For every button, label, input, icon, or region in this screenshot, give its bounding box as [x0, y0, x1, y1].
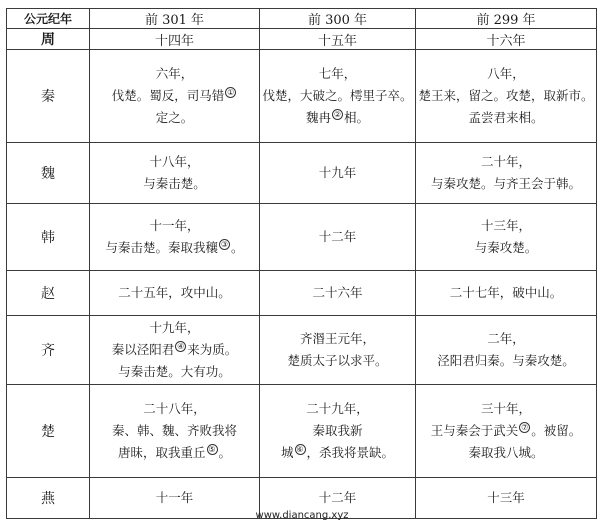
- footnote-marker: ②: [333, 109, 342, 119]
- wei-299: 二十年， 与秦攻楚。与齐王会于韩。: [416, 143, 597, 204]
- header-year-301: 前 301 年: [90, 9, 260, 29]
- watermark-text: www.diancang.xyz: [255, 510, 349, 521]
- header-year-299: 前 299 年: [416, 9, 597, 29]
- header-era: 公元纪年: [7, 9, 90, 29]
- row-qi: [7, 316, 597, 385]
- wei-301: 十八年， 与秦击楚。: [90, 143, 260, 204]
- chu-301: 二十八年， 秦、韩、魏、齐败我将 唐昧，取我重丘 ⑤ 。: [90, 385, 260, 478]
- state-zhou: 周: [7, 29, 90, 50]
- row-han: [7, 204, 597, 271]
- zhou-301: 十四年: [90, 29, 260, 50]
- yan-301: 十一年: [90, 478, 260, 519]
- chu-299: 三十年， 王与秦会于武关 ⑦ 。被留。 秦取我八城。: [416, 385, 597, 478]
- qi-300: 齐湣王元年， 楚质太子以求平。: [260, 316, 416, 385]
- chu-300: 二十九年， 秦取我新 城 ⑥ ，杀我将景缺。: [260, 385, 416, 478]
- footnote-marker: ①: [227, 87, 235, 97]
- state-zhao: 赵: [7, 271, 90, 316]
- zhou-299: 十六年: [416, 29, 597, 50]
- row-chu: [7, 385, 597, 478]
- qin-300: 七年， 伐楚，大破之。樗里子卒。 魏冉 ② 相。: [260, 50, 416, 143]
- han-299: 十三年， 与秦攻楚。: [416, 204, 597, 271]
- footnote-marker: ⑥: [296, 444, 304, 454]
- qin-299: 八年， 楚王来，留之。攻楚，取新市。 孟尝君来相。: [416, 50, 597, 143]
- row-zhou: [7, 29, 597, 50]
- state-chu: 楚: [7, 385, 90, 478]
- row-zhao: [7, 271, 597, 316]
- header-year-300: 前 300 年: [260, 9, 416, 29]
- yan-300: 十二年: [260, 478, 416, 519]
- header-row: [7, 9, 597, 29]
- footnote-marker: ④: [177, 341, 185, 351]
- chronology-table-wrapper: [6, 8, 596, 519]
- state-han: 韩: [7, 204, 90, 271]
- footnote-marker: ③: [220, 239, 229, 249]
- han-301: 十一年， 与秦击楚。秦取我穰 ③ 。: [90, 204, 260, 271]
- state-qi: 齐: [7, 316, 90, 385]
- qin-301: 六年， 伐楚。蜀反，司马错 ① 定之。: [90, 50, 260, 143]
- zhao-299: 二十七年，破中山。: [416, 271, 597, 316]
- chronology-table: [6, 8, 597, 519]
- zhao-300: 二十六年: [260, 271, 416, 316]
- footnote-marker: ⑦: [521, 422, 529, 432]
- footnote-marker: ⑤: [208, 444, 216, 454]
- yan-299: 十三年: [416, 478, 597, 519]
- state-wei: 魏: [7, 143, 90, 204]
- row-qin: [7, 50, 597, 143]
- wei-300: 十九年: [260, 143, 416, 204]
- state-yan: 燕: [7, 478, 90, 519]
- row-wei: [7, 143, 597, 204]
- zhao-301: 二十五年，攻中山。: [90, 271, 260, 316]
- qi-301: 十九年， 秦以泾阳君 ④ 来为质。 与秦击楚。大有功。: [90, 316, 260, 385]
- qi-299: 二年， 泾阳君归秦。与秦攻楚。: [416, 316, 597, 385]
- zhou-300: 十五年: [260, 29, 416, 50]
- han-300: 十二年: [260, 204, 416, 271]
- state-qin: 秦: [7, 50, 90, 143]
